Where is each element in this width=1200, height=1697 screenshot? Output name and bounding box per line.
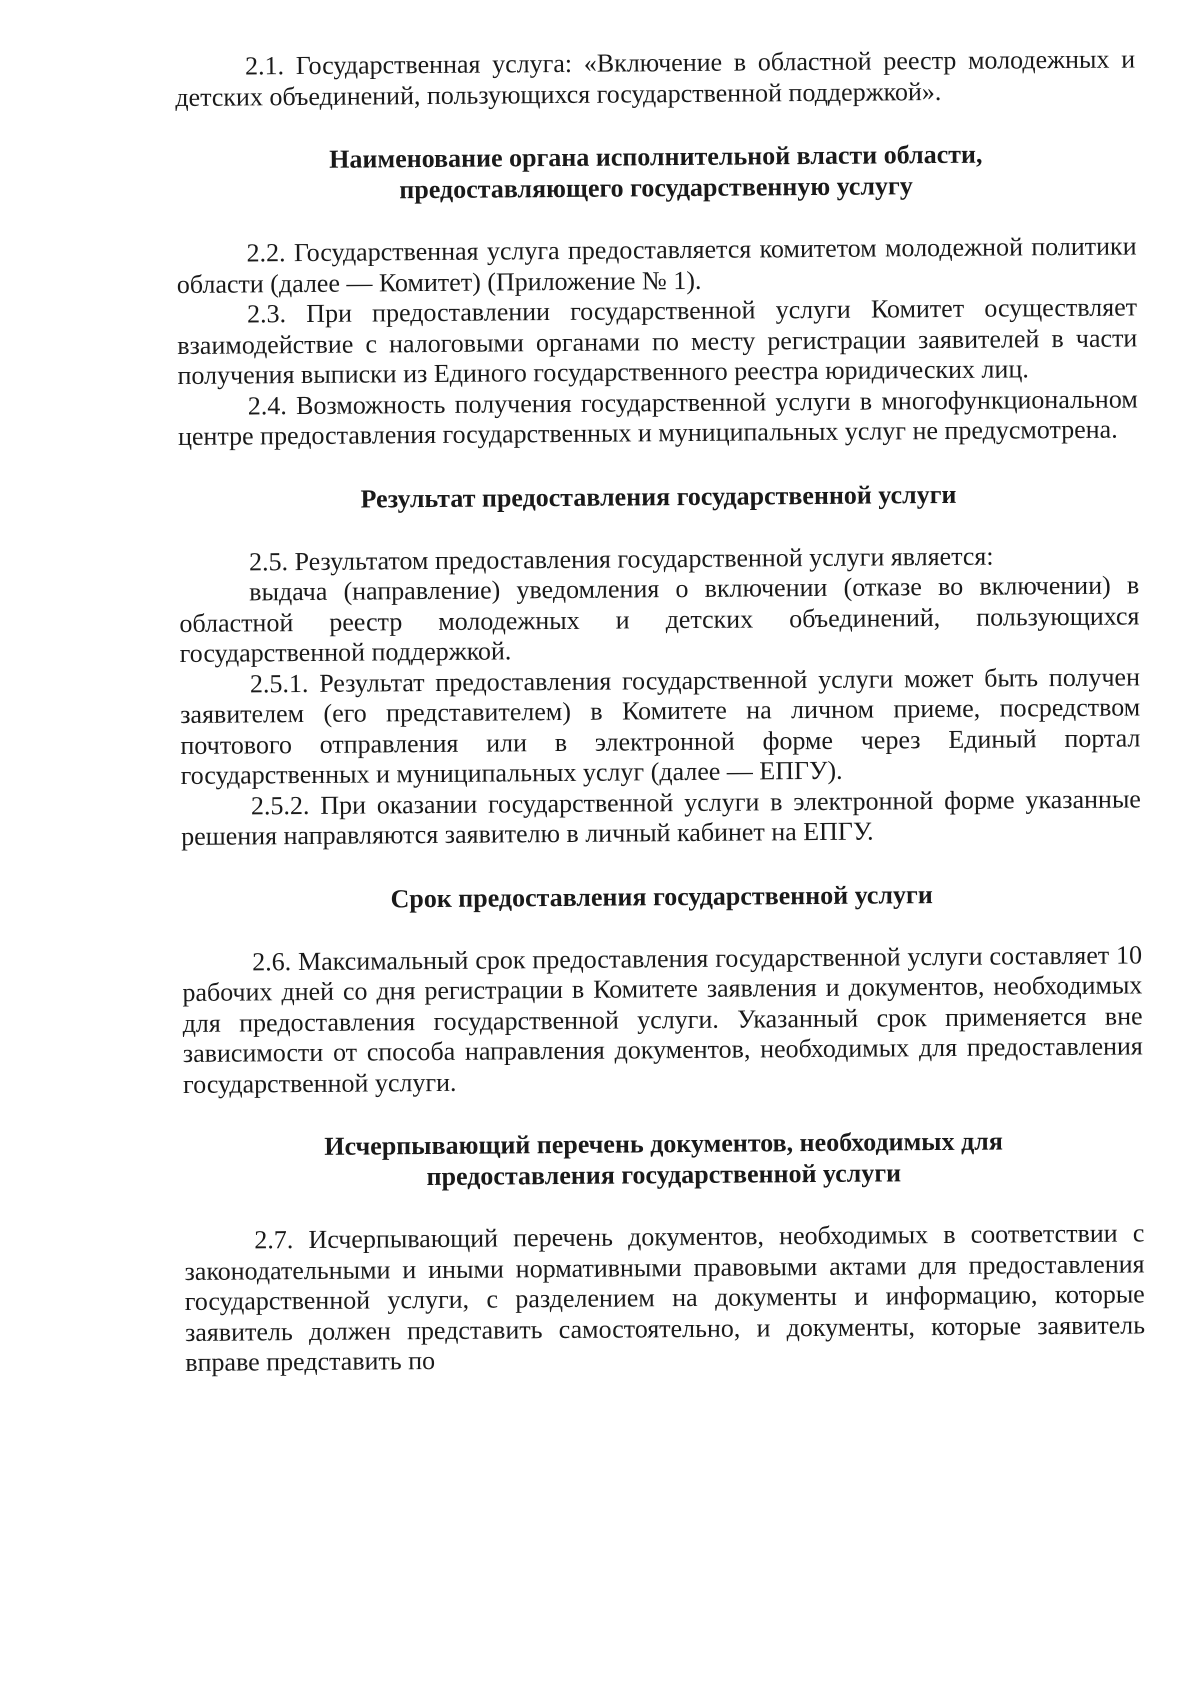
paragraph-2-5-result: выдача (направление) уведомления о включении (отказе во включении) в областной реестр молодежных и детских объединений, пользующихся государственной поддержкой.: [179, 570, 1140, 668]
heading-authority: [176, 137, 1136, 207]
paragraph-2-1: 2.1. Государственная услуга: «Включение в областной реестр молодежных и детских объединений, пользующихся государственной поддержкой».: [175, 44, 1136, 112]
heading-line: предоставляющего государственную услугу: [399, 171, 913, 205]
heading-line: Срок предоставления государственной услуги: [390, 879, 933, 913]
heading-line: Результат предоставления государственной услуги: [360, 479, 957, 514]
heading-documents: [183, 1124, 1143, 1194]
paragraph-2-3: 2.3. При предоставлении государственной услуги Комитет осуществляет взаимодействие с налоговыми органами по месту регистрации заявителей в части получения выписки из Единого государственного реестра юридических лиц.: [177, 292, 1138, 390]
heading-line: Наименование органа исполнительной власти области,: [329, 139, 983, 174]
paragraph-2-5: 2.5. Результатом предоставления государственной услуги является:: [248, 541, 994, 576]
paragraph-2-2: 2.2. Государственная услуга предоставляется комитетом молодежной политики области (далее — Комитет) (Приложение № 1).: [176, 231, 1137, 299]
heading-line: предоставления государственной услуги: [426, 1158, 902, 1192]
paragraph-2-5-2: 2.5.2. При оказании государственной услуги в электронной форме указанные решения направляются заявителю в личный кабинет на ЕПГУ.: [181, 783, 1142, 851]
paragraph-2-7: 2.7. Исчерпывающий перечень документов, необходимых в соответствии с законодательными и иными нормативными правовыми актами для предоставления государственной услуги, с разделением на документы и информацию, которые заявитель должен представить самостоятельно, и документы, которые заявитель вправе представить по: [184, 1218, 1146, 1377]
paragraph-2-6: 2.6. Максимальный срок предоставления государственной услуги составляет 10 рабочих дней со дня регистрации в Комитете заявления и документов, необходимых для предоставления государственной услуги. Указанный срок применяется вне зависимости от способа направления документов, необходимых для предоставления государственной услуги.: [182, 939, 1143, 1099]
paragraph-2-5-1: 2.5.1. Результат предоставления государственной услуги может быть получен заявителем (его представителем) в Комитете на личном приеме, посредством почтового отправления или в электронной форме через Единый портал государственных и муниципальных услуг (далее — ЕПГУ).: [180, 661, 1141, 790]
heading-line: Исчерпывающий перечень документов, необходимых для: [324, 1126, 1003, 1161]
paragraph-2-4: 2.4. Возможность получения государственной услуги в многофункциональном центре предоставления государственных и муниципальных услуг не предусмотрена.: [177, 383, 1138, 451]
document-body: [175, 44, 1145, 1378]
